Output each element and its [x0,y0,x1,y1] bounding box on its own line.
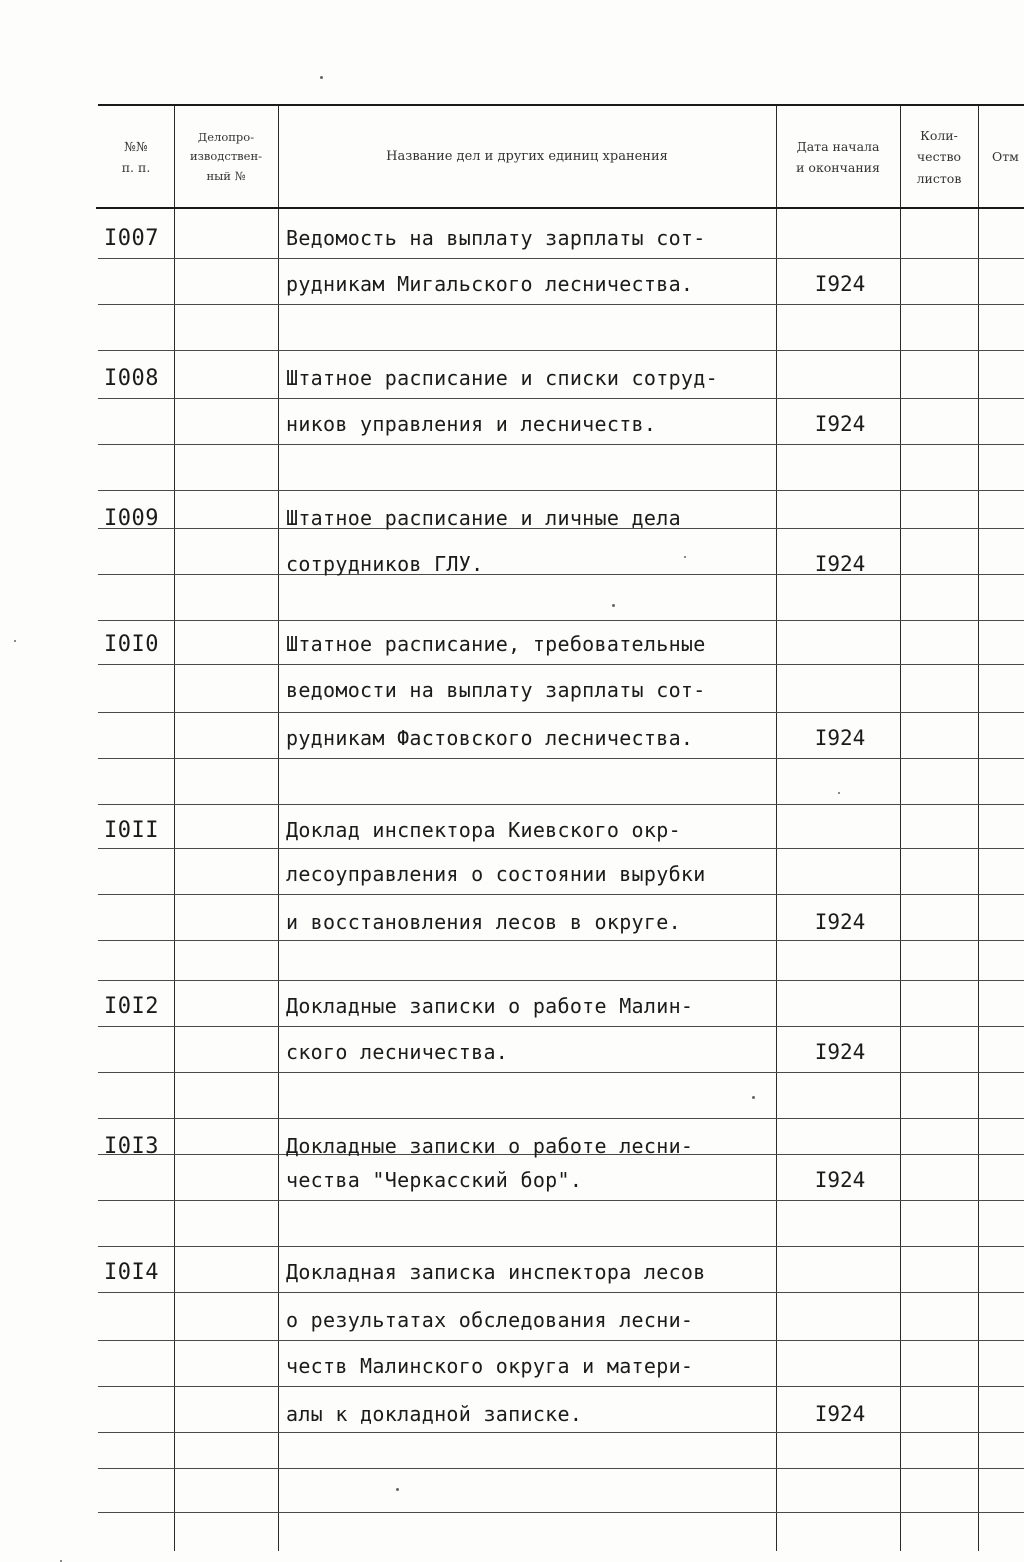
ruled-line [98,350,1024,351]
entry-date: I924 [814,272,866,296]
ruled-line [98,758,1024,759]
ruled-line [98,980,1024,981]
header-bottom-rule [96,207,1024,209]
table-top-rule [98,104,1024,106]
paper-speck [838,792,840,794]
entry-title-line: честв Малинского округа и матери- [286,1354,694,1378]
entry-date: I924 [814,1402,866,1426]
ruled-line [98,804,1024,805]
ruled-line [98,1072,1024,1073]
ruled-line [98,620,1024,621]
ruled-line [98,894,1024,895]
ruled-line [98,1340,1024,1341]
entry-title-line: ведомости на выплату зарплаты сот- [286,678,706,702]
header-dates: Дата начала и окончания [796,138,880,175]
ruled-line [98,712,1024,713]
header-title: Название дел и других единиц хранения [386,148,668,164]
entry-title-line: чества "Черкасский бор". [286,1168,583,1192]
ruled-line [98,664,1024,665]
entry-date: I924 [814,1168,866,1192]
entry-title-line: Штатное расписание и личные дела [286,506,681,530]
entry-title-line: Докладные записки о работе лесни- [286,1134,694,1158]
entry-title-line: и восстановления лесов в округе. [286,910,681,934]
column-divider [278,106,279,1551]
entry-title-line: сотрудников ГЛУ. [286,552,484,576]
entry-date: I924 [814,552,866,576]
ruled-line [98,398,1024,399]
entry-title-line: Доклад инспектора Киевского окр- [286,818,681,842]
paper-speck [14,640,16,642]
header-office-number: Делопро- изводствен- ный № [189,129,263,183]
entry-number: I0II [104,818,159,843]
entry-title-line: ского лесничества. [286,1040,509,1064]
paper-speck [612,604,615,607]
ruled-line [98,1246,1024,1247]
entry-number: I007 [104,226,159,251]
entry-title-line: рудникам Фастовского лесничества. [286,726,694,750]
column-divider [900,106,901,1551]
entry-date: I924 [814,1040,866,1064]
ruled-line [98,444,1024,445]
ruled-line [98,1386,1024,1387]
entry-title-line: рудникам Мигальского лесничества. [286,272,694,296]
header-number: №№ п. п. [121,138,151,175]
entry-number: I0I3 [104,1134,159,1159]
ruled-line [98,940,1024,941]
entry-title-line: лесоуправления о состоянии вырубки [286,862,706,886]
column-divider [978,106,979,1551]
entry-date: I924 [814,910,866,934]
entry-title-line: Докладная записка инспектора лесов [286,1260,706,1284]
paper-speck [320,76,323,79]
header-notes: Отм [992,149,1019,165]
entry-title-line: алы к докладной записке. [286,1402,583,1426]
entry-title-line: о результатах обследования лесни- [286,1308,694,1332]
entry-date: I924 [814,412,866,436]
entry-number: I009 [104,506,159,531]
entry-date: I924 [814,726,866,750]
ruled-line [98,304,1024,305]
entry-number: I0I2 [104,994,159,1019]
entry-title-line: Ведомость на выплату зарплаты сот- [286,226,706,250]
ruled-line [98,1026,1024,1027]
ruled-line [98,1512,1024,1513]
entry-number: I0I4 [104,1260,159,1285]
ruled-line [98,1468,1024,1469]
header-sheet-count: Коли- чество листов [916,128,962,186]
ruled-line [98,490,1024,491]
ruled-line [98,1432,1024,1433]
ruled-line [98,1118,1024,1119]
ruled-line [98,848,1024,849]
entry-title-line: Штатное расписание, требовательные [286,632,706,656]
paper-speck [684,556,686,558]
entry-title-line: Докладные записки о работе Малин- [286,994,694,1018]
ruled-line [98,1200,1024,1201]
entry-title-line: Штатное расписание и списки сотруд- [286,366,718,390]
paper-speck [752,1096,755,1099]
paper-speck [396,1488,399,1491]
entry-number: I0I0 [104,632,159,657]
entry-title-line: ников управления и лесничеств. [286,412,657,436]
ruled-line [98,258,1024,259]
entry-number: I008 [104,366,159,391]
ruled-line [98,1292,1024,1293]
